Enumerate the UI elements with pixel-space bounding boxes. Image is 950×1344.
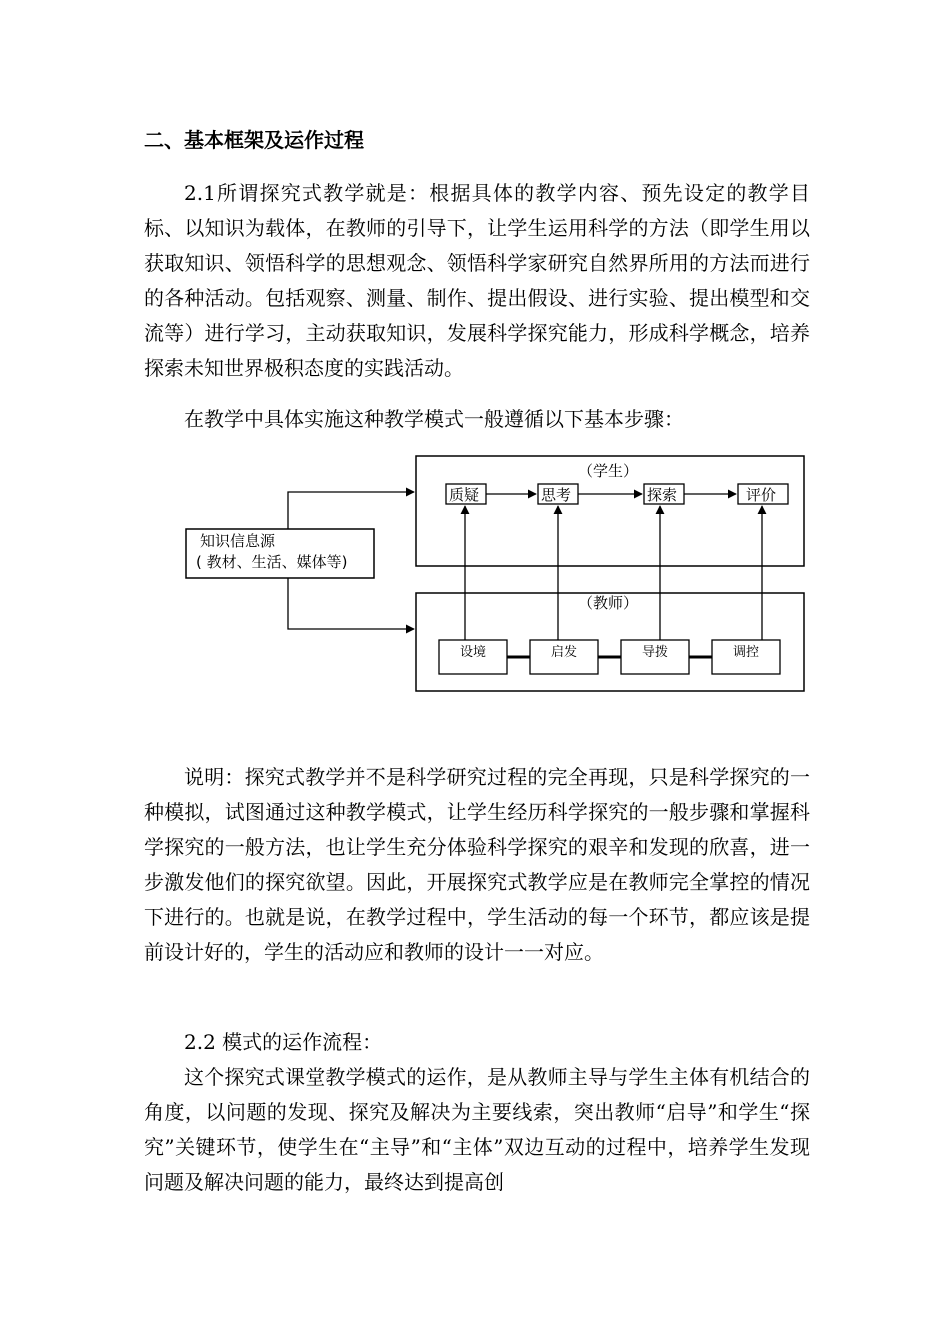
- source-sublabel: ( 教材、生活、媒体等): [196, 553, 348, 571]
- student-step-label: 思考: [541, 486, 572, 504]
- teacher-step-label: 调控: [733, 645, 760, 660]
- student-group-label: （学生）: [578, 462, 639, 480]
- section-heading: 二、基本框架及运作过程: [144, 128, 364, 152]
- student-step-label: 质疑: [449, 486, 480, 504]
- teacher-group-label: （教师）: [578, 594, 639, 612]
- student-step-label: 探索: [647, 486, 678, 504]
- inquiry-model-diagram: [0, 440, 950, 710]
- source-to-teacher-arrow: [288, 578, 414, 629]
- teacher-step-label: 启发: [551, 645, 578, 660]
- paragraph-operation: 这个探究式课堂教学模式的运作，是从教师主导与学生主体有机结合的角度，以问题的发现、探究及解决为主要线索，突出教师“启导”和学生“探究”关键环节，使学生在“主导”和“主体”双边互动的过程中，培养学生发现问题及解决问题的能力，最终达到提高创: [144, 1065, 810, 1194]
- teacher-step-label: 导拨: [642, 645, 669, 660]
- teacher-step-label: 设境: [460, 645, 487, 660]
- paragraph-definition: 2.1所谓探究式教学就是：根据具体的教学内容、预先设定的教学目标、以知识为载体，在教师的引导下，让学生运用科学的方法（即学生用以获取知识、领悟科学的思想观念、领悟科学家研究自然界所用的方法而进行的各种活动。包括观察、测量、制作、提出假设、进行实验、提出模型和交流等）进行学习，主动获取知识，发展科学探究能力，形成科学概念，培养探索未知世界极积态度的实践活动。: [144, 181, 810, 380]
- student-step-label: 评价: [746, 486, 777, 504]
- paragraph-subheading: 2.2 模式的运作流程：: [184, 1030, 383, 1054]
- paragraph-steps-intro: 在教学中具体实施这种教学模式一般遵循以下基本步骤：: [184, 407, 684, 431]
- source-label: 知识信息源: [200, 532, 276, 550]
- source-to-student-arrow: [288, 492, 414, 529]
- paragraph-explanation: 说明：探究式教学并不是科学研究过程的完全再现，只是科学探究的一种模拟，试图通过这种教学模式，让学生经历科学探究的一般步骤和掌握科学探究的一般方法，也让学生充分体验科学探究的艰辛和发现的欣喜，进一步激发他们的探究欲望。因此，开展探究式教学应是在教师完全掌控的情况下进行的。也就是说，在教学过程中，学生活动的每一个环节，都应该是提前设计好的，学生的活动应和教师的设计一一对应。: [144, 765, 810, 964]
